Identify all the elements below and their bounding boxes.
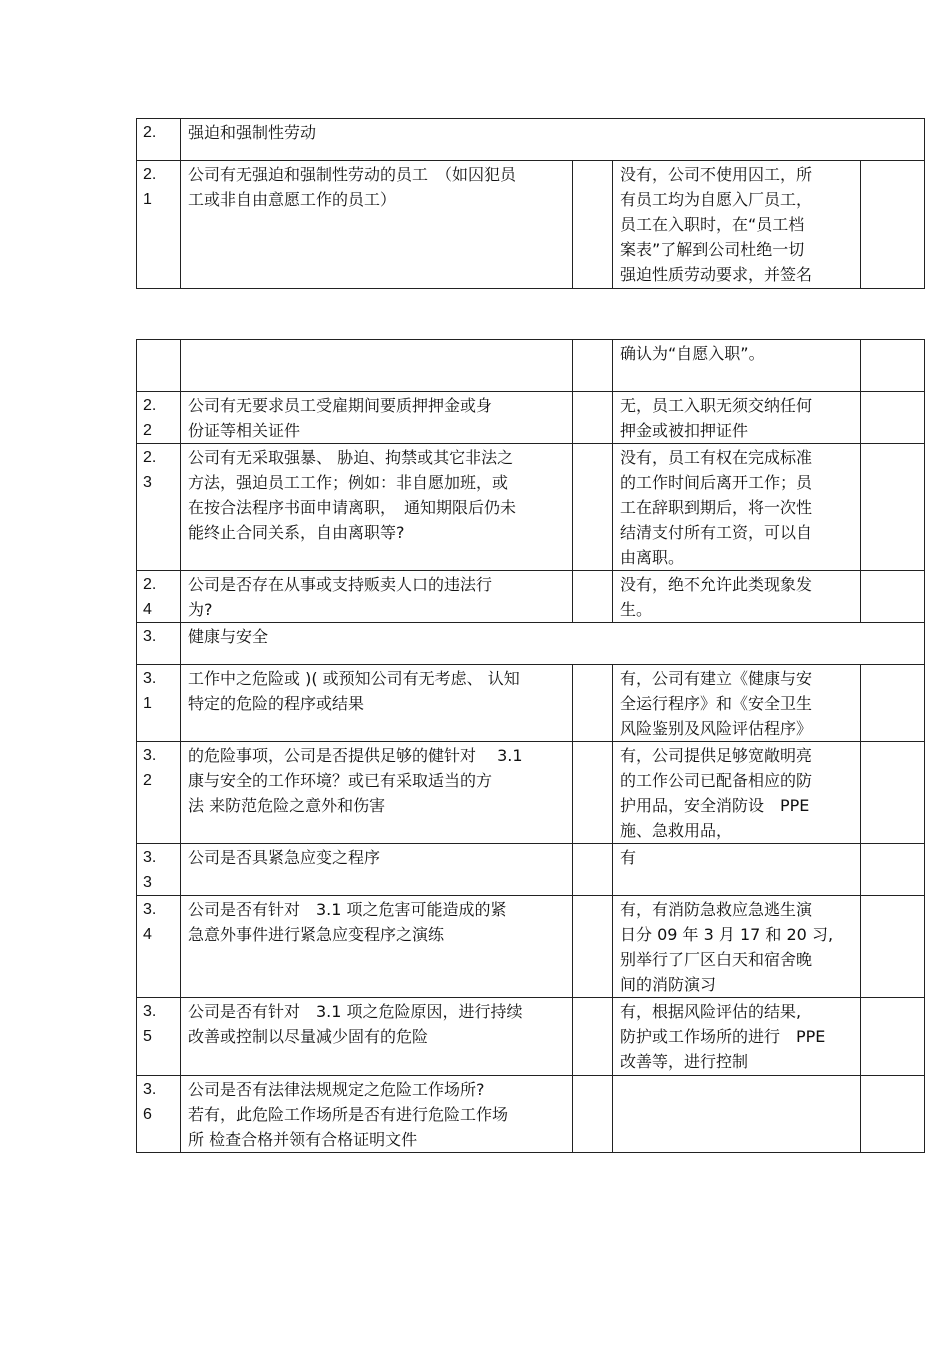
item-question-line: 急意外事件进行紧急应变程序之演练 [188, 925, 445, 944]
item-number [137, 161, 181, 289]
remarks-column [861, 571, 925, 623]
item-answer-line: 日分 09 年 3 月 17 和 20 习, [620, 925, 834, 944]
item-question-line: 改善或控制以尽量减少固有的危险 [188, 1027, 429, 1046]
item-number-text: 2 [143, 422, 152, 439]
empty-column [573, 161, 613, 289]
item-number-text: 3. [143, 849, 157, 866]
item-answer [613, 665, 861, 742]
section-title [181, 119, 925, 161]
remarks-column [861, 444, 925, 571]
item-question [181, 571, 573, 623]
item-answer-line: 工在辞职到期后，将一次性 [620, 498, 813, 517]
section-row [137, 623, 925, 665]
item-row [137, 161, 925, 289]
item-question-line: 公司是否有针对 3.1 项之危险原因，进行持续 [188, 1002, 523, 1021]
remarks-column [861, 844, 925, 896]
item-question [181, 392, 573, 444]
item-question-line: 公司有无采取强暴、 胁迫、拘禁或其它非法之 [188, 448, 514, 467]
item-row [137, 896, 925, 998]
item-question-line: 的危险事项，公司是否提供足够的健针对 3.1 [188, 746, 523, 765]
item-question [181, 742, 573, 844]
empty-column [573, 571, 613, 623]
item-question-line: 工或非自由意愿工作的员工） [188, 190, 397, 209]
item-number [137, 340, 181, 392]
item-number [137, 571, 181, 623]
item-row [137, 844, 925, 896]
empty-column [573, 392, 613, 444]
item-answer-line: 没有，员工有权在完成标准 [620, 448, 813, 467]
item-answer-line: 由离职。 [620, 548, 685, 567]
item-answer-line: 有员工均为自愿入厂员工， [620, 190, 813, 209]
item-number-text: 2. [143, 166, 157, 183]
item-number-text: 4 [143, 601, 152, 618]
item-number [137, 742, 181, 844]
item-number-text: 5 [143, 1028, 152, 1045]
item-question-line: 法 来防范危险之意外和伤害 [188, 796, 386, 815]
item-question [181, 161, 573, 289]
item-answer [613, 742, 861, 844]
item-row [137, 340, 925, 392]
item-question-line: 能终止合同关系，自由离职等? [188, 523, 405, 542]
item-answer-line: 员工在入职时，在“员工档 [620, 215, 805, 234]
item-number [137, 998, 181, 1076]
item-answer-line: 强迫性质劳动要求，并签名 [620, 265, 813, 284]
item-number-text: 3 [143, 474, 152, 491]
item-number-text: 3 [143, 874, 152, 891]
item-number-text: 2. [143, 124, 157, 141]
item-answer [613, 444, 861, 571]
item-question-line: 公司有无强迫和强制性劳动的员工 （如囚犯员 [188, 165, 517, 184]
empty-column [573, 844, 613, 896]
item-answer-line: 的工作公司已配备相应的防 [620, 771, 813, 790]
item-question [181, 896, 573, 998]
item-question [181, 444, 573, 571]
item-number-text: 1 [143, 191, 152, 208]
item-question-line: 公司有无要求员工受雇期间要质押押金或身 [188, 396, 493, 415]
item-question-line: 公司是否有法律法规规定之危险工作场所? [188, 1080, 485, 1099]
item-number [137, 896, 181, 998]
remarks-column [861, 392, 925, 444]
empty-column [573, 1076, 613, 1153]
section-title-text: 健康与安全 [188, 627, 269, 646]
item-answer-line: 改善等，进行控制 [620, 1052, 749, 1071]
item-answer-line: 案表”了解到公司杜绝一切 [620, 240, 805, 259]
item-number-text: 2. [143, 449, 157, 466]
remarks-column [861, 742, 925, 844]
section-title-text: 强迫和强制性劳动 [188, 123, 317, 142]
item-answer-line: 有，有消防急救应急逃生演 [620, 900, 813, 919]
item-question [181, 998, 573, 1076]
item-number-text: 3. [143, 747, 157, 764]
item-answer-line: 施、急救用品， [620, 821, 733, 840]
item-answer-line: 生。 [620, 600, 653, 619]
item-answer [613, 392, 861, 444]
item-number-text: 3. [143, 901, 157, 918]
item-answer [613, 1076, 861, 1153]
item-question-line: 公司是否有针对 3.1 项之危害可能造成的紧 [188, 900, 507, 919]
checklist-table-1 [136, 118, 925, 289]
item-number [137, 119, 181, 161]
item-answer-line: 有 [620, 848, 637, 867]
item-row [137, 1076, 925, 1153]
item-number [137, 623, 181, 665]
empty-column [573, 444, 613, 571]
item-number-text: 2 [143, 772, 152, 789]
item-number-text: 6 [143, 1106, 152, 1123]
item-answer [613, 571, 861, 623]
empty-column [573, 340, 613, 392]
section-title [181, 623, 925, 665]
item-number [137, 844, 181, 896]
item-answer-line: 有，公司有建立《健康与安 [620, 669, 813, 688]
item-row [137, 571, 925, 623]
empty-column [573, 998, 613, 1076]
item-question-line: 特定的危险的程序或结果 [188, 694, 365, 713]
item-row [137, 742, 925, 844]
item-answer-line: 风险鉴别及风险评估程序》 [620, 719, 813, 738]
item-number [137, 444, 181, 571]
item-answer-line: 结清支付所有工资，可以自 [620, 523, 813, 542]
item-question-line: 若有，此危险工作场所是否有进行危险工作场 [188, 1105, 509, 1124]
item-answer-line: 别举行了厂区白天和宿舍晚 [620, 950, 813, 969]
item-answer-line: 没有，绝不允许此类现象发 [620, 575, 813, 594]
item-number-text: 2. [143, 576, 157, 593]
remarks-column [861, 340, 925, 392]
item-question [181, 1076, 573, 1153]
item-number-text: 4 [143, 926, 152, 943]
item-answer-line: 无，员工入职无须交纳任何 [620, 396, 813, 415]
item-number-text: 3. [143, 628, 157, 645]
item-question-line: 公司是否具紧急应变之程序 [188, 848, 381, 867]
item-number-text: 3. [143, 1003, 157, 1020]
item-question [181, 844, 573, 896]
item-question-line: 为? [188, 600, 213, 619]
item-answer [613, 161, 861, 289]
item-answer-line: 间的消防演习 [620, 975, 717, 994]
item-number-text: 3. [143, 670, 157, 687]
item-number-text: 3. [143, 1081, 157, 1098]
item-answer [613, 844, 861, 896]
remarks-column [861, 665, 925, 742]
item-question-line: 方法，强迫员工工作；例如：非自愿加班，或 [188, 473, 509, 492]
item-answer-line: 的工作时间后离开工作；员 [620, 473, 813, 492]
item-answer [613, 896, 861, 998]
item-question-line: 公司是否存在从事或支持贩卖人口的违法行 [188, 575, 493, 594]
item-number [137, 1076, 181, 1153]
section-row [137, 119, 925, 161]
item-answer-line: 全运行程序》和《安全卫生 [620, 694, 813, 713]
item-question-line: 所 检查合格并领有合格证明文件 [188, 1130, 418, 1149]
item-answer-line: 没有，公司不使用囚工，所 [620, 165, 813, 184]
item-number [137, 665, 181, 742]
item-row [137, 392, 925, 444]
item-answer-line: 有，根据风险评估的结果, [620, 1002, 802, 1021]
item-question [181, 340, 573, 392]
item-answer-line: 防护或工作场所的进行 PPE [620, 1027, 826, 1046]
remarks-column [861, 896, 925, 998]
item-number [137, 392, 181, 444]
item-row [137, 665, 925, 742]
item-number-text: 1 [143, 695, 152, 712]
item-question-line: 工作中之危险或 )( 或预知公司有无考虑、 认知 [188, 669, 520, 688]
item-question-line: 康与安全的工作环境？或已有采取适当的方 [188, 771, 493, 790]
item-row [137, 444, 925, 571]
item-number-text: 2. [143, 397, 157, 414]
item-answer [613, 340, 861, 392]
item-answer-line: 有，公司提供足够宽敞明亮 [620, 746, 813, 765]
remarks-column [861, 998, 925, 1076]
remarks-column [861, 161, 925, 289]
empty-column [573, 665, 613, 742]
item-answer-line: 确认为“自愿入职”。 [620, 344, 765, 363]
empty-column [573, 896, 613, 998]
checklist-table-2 [136, 339, 925, 1153]
remarks-column [861, 1076, 925, 1153]
item-answer-line: 护用品，安全消防设 PPE [620, 796, 810, 815]
item-question-line: 在按合法程序书面申请离职， 通知期限后仍未 [188, 498, 517, 517]
item-row [137, 998, 925, 1076]
item-question [181, 665, 573, 742]
item-answer [613, 998, 861, 1076]
item-question-line: 份证等相关证件 [188, 421, 301, 440]
item-answer-line: 押金或被扣押证件 [620, 421, 749, 440]
empty-column [573, 742, 613, 844]
